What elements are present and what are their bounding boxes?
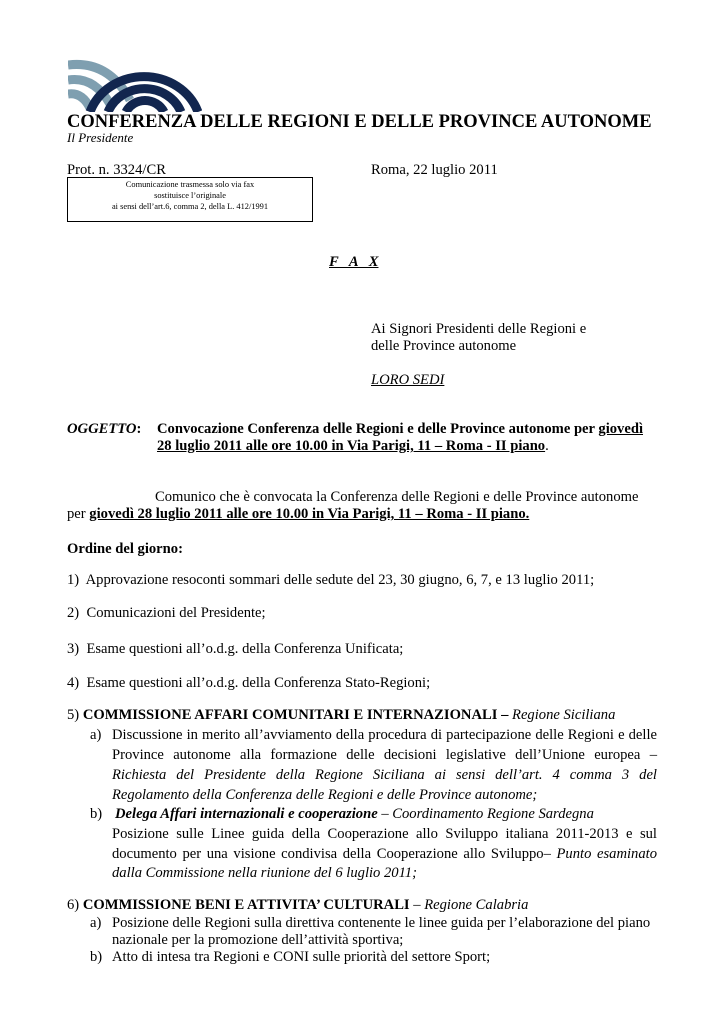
item-text: nazionale per la promozione dell’attività sportiva; <box>112 932 404 948</box>
item-text: dalla Commissione nella riunione del 6 luglio 2011; <box>112 865 417 881</box>
body-text: per giovedì 28 luglio 2011 alle ore 10.00 in Via Parigi, 11 – Roma - II piano. <box>67 506 530 522</box>
item-text: Posizione sulle Linee guida della Cooperazione allo Sviluppo italiana 2011-2013 e sul <box>112 826 657 842</box>
agenda-item-6: 6) COMMISSIONE BENI E ATTIVITA’ CULTURALI – Regione Calabria <box>67 897 529 913</box>
item-text: Discussione in merito all’avviamento della procedura di partecipazione delle Regioni e delle <box>112 727 657 743</box>
date: Roma, 22 luglio 2011 <box>371 162 498 178</box>
agenda-item: 3) Esame questioni all’o.d.g. della Conferenza Unificata; <box>67 641 404 657</box>
item-text: documento per una visione condivisa della Cooperazione allo Sviluppo– Punto esaminato <box>112 846 657 862</box>
item-text: Richiesta del Presidente della Regione Siciliana ai sensi dell’art. 4 comma 3 del <box>112 767 657 783</box>
conference-logo-icon <box>68 56 202 112</box>
recipient-sedi: LORO SEDI <box>371 372 445 388</box>
item-text: Regolamento della Conferenza delle Regioni e delle Province autonome; <box>112 787 538 803</box>
agenda-item: 2) Comunicazioni del Presidente; <box>67 605 266 621</box>
item-text: Delega Affari internazionali e cooperazione – Coordinamento Regione Sardegna <box>115 806 594 822</box>
item-text: Atto di intesa tra Regioni e CONI sulle priorità del settore Sport; <box>112 949 491 965</box>
list-marker: a) <box>90 727 102 743</box>
recipient-line: delle Province autonome <box>371 338 517 354</box>
agenda-item: 4) Esame questioni all’o.d.g. della Conferenza Stato-Regioni; <box>67 675 431 691</box>
subject-line: Convocazione Conferenza delle Regioni e delle Province autonome per giovedì <box>157 421 643 437</box>
protocol-number: Prot. n. 3324/CR <box>67 162 166 178</box>
role: Il Presidente <box>67 130 134 145</box>
fax-notice-box <box>67 177 313 222</box>
agenda-item: 1) Approvazione resoconti sommari delle sedute del 23, 30 giugno, 6, 7, e 13 luglio 2011; <box>67 572 595 588</box>
list-marker: b) <box>90 806 103 822</box>
item-text: Posizione delle Regioni sulla direttiva contenente le linee guida per l’elaborazione del piano <box>112 915 651 931</box>
item-text: Province autonome alla formazione delle decisioni legislative dell’Unione europea – <box>112 747 657 763</box>
agenda-item-5: 5) COMMISSIONE AFFARI COMUNITARI E INTERNAZIONALI – Regione Siciliana <box>67 707 616 723</box>
fax-notice-line: sostituisce l’originale <box>154 191 226 200</box>
subject-label: OGGETTO: <box>67 421 142 437</box>
list-marker: b) <box>90 949 103 965</box>
body-text: Comunico che è convocata la Conferenza delle Regioni e delle Province autonome <box>155 489 639 505</box>
list-marker: a) <box>90 915 102 931</box>
agenda-title: Ordine del giorno: <box>67 541 183 557</box>
fax-title: F A X <box>329 254 379 270</box>
fax-notice-line: ai sensi dell’art.6, comma 2, della L. 412/1991 <box>111 202 269 211</box>
subject-line: 28 luglio 2011 alle ore 10.00 in Via Parigi, 11 – Roma - II piano. <box>157 438 549 454</box>
org-title: CONFERENZA DELLE REGIONI E DELLE PROVINCE AUTONOME <box>67 112 652 132</box>
recipient-line: Ai Signori Presidenti delle Regioni e <box>371 321 587 337</box>
fax-notice-line: Comunicazione trasmessa solo via fax <box>125 180 255 189</box>
